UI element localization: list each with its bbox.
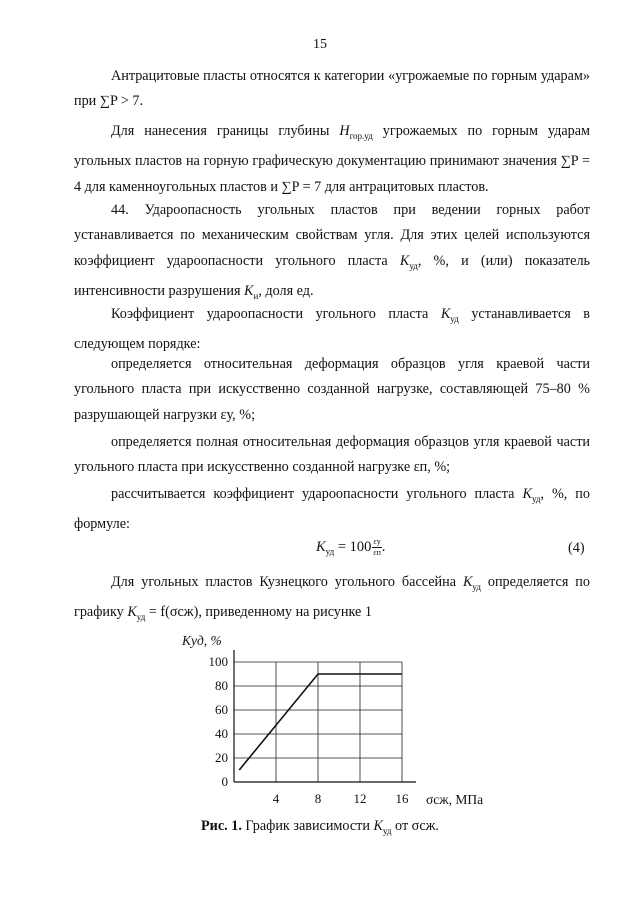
paragraph-calculation [74, 482, 590, 538]
p3-symbol-2: K [244, 283, 254, 300]
caption-text-a: График зависимости [241, 818, 374, 834]
paragraph-kuznetsk [74, 570, 590, 630]
paragraph-anthracite [74, 64, 590, 115]
p3-text-c: , доля ед. [258, 283, 314, 300]
p2-text-a: Для нанесения границы глубины [111, 123, 340, 139]
p1-text: Антрацитовые пласты относятся к категории «угрожаемые по горным ударам» при [74, 68, 590, 110]
page-number: 15 [313, 37, 327, 52]
y-tick-label: 0 [221, 774, 228, 789]
p2-text-b: угрожаемых по горным ударам угольных пластов на горную графическую документацию принимают значения ∑P = 4 для каменноугольных пластов и ∑P = 7 для антрацитовых пластов. [74, 123, 590, 195]
p3-text-a: 44. Удароопасность угольных пластов при ведении горных работ устанавливается по механическим свойствам угля. Для этих целей используются коэффициент удароопасности угольного пласта [74, 202, 590, 269]
series-line [239, 674, 402, 770]
x-tick-label: 16 [395, 791, 409, 806]
formula-denominator: εп [373, 548, 381, 557]
p3-symbol-1: K [399, 252, 410, 269]
y-tick-label: 20 [215, 750, 228, 765]
p7-text-a: рассчитывается коэффициент удароопасности угольного пласта [111, 486, 523, 502]
x-tick-label: 4 [272, 791, 280, 806]
p7-subscript: уд [531, 493, 541, 504]
formula-lhs-subscript: уд [325, 546, 335, 557]
paragraph-depth-boundary [74, 119, 590, 200]
p8-text-a: Для угольных пластов Кузнецкого угольного бассейна [111, 574, 463, 590]
p4-symbol: K [440, 306, 451, 322]
x-tick-label: 8 [314, 791, 322, 806]
paragraph-relative-deformation: определяется относительная деформация образцов угля краевой части угольного пласта при искусственно созданной нагрузке, составляющей 75–80 % разрушающей нагрузки εу, %; [74, 356, 590, 423]
p4-text-a: Коэффициент удароопасности угольного пласта [111, 306, 441, 322]
p1-formula: ∑P > 7. [99, 93, 144, 110]
p7-text-b: , %, по формуле: [74, 486, 590, 533]
x-tick-label: 12 [353, 791, 367, 806]
p4-subscript: уд [450, 313, 459, 324]
p8-subscript-1: уд [472, 581, 481, 592]
p3-subscript-1: уд [409, 260, 418, 271]
p2-subscript: гор.уд [349, 130, 373, 141]
y-tick-label: 60 [215, 702, 228, 717]
p3-text-b: , %, и (или) показатель интенсивности разрушения [74, 252, 590, 300]
formula-equals: = 100 [334, 538, 372, 555]
y-tick-label: 40 [215, 726, 228, 741]
p2-symbol: H [339, 123, 350, 139]
y-tick-label: 100 [208, 654, 228, 669]
p8-text-b: определяется по графику [74, 574, 590, 621]
p8-symbol-1: K [462, 574, 473, 590]
formula-numerator: εу [373, 537, 381, 546]
caption-symbol: K [373, 818, 383, 834]
figure-caption [0, 818, 640, 836]
x-axis-label: σсж, МПа [426, 792, 484, 807]
y-tick-label: 80 [215, 678, 228, 693]
formula-fraction [372, 537, 381, 558]
p8-subscript-2: уд [136, 612, 146, 623]
p8-text-c: = f(σсж), приведенному на рисунке 1 [145, 604, 372, 621]
caption-subscript: уд [382, 825, 392, 836]
p4-text-b: устанавливается в следующем порядке: [74, 306, 591, 353]
formula-number: (4) [568, 540, 585, 556]
caption-text-b: от σсж. [391, 818, 439, 834]
paragraph-full-deformation: определяется полная относительная деформация образцов угля краевой части угольного пласта при искусственно созданной нагрузке εп, %; [74, 434, 590, 476]
paragraph-44 [74, 198, 590, 309]
formula-lhs-symbol: K [316, 538, 326, 555]
p8-symbol-2: K [127, 604, 137, 621]
p7-symbol: K [522, 486, 532, 502]
paragraph-coefficient-order [74, 302, 590, 358]
p3-subscript-2: и [253, 290, 259, 301]
formula-4 [316, 537, 385, 558]
figure-1-chart [170, 626, 510, 816]
formula-period: . [381, 538, 386, 555]
y-axis-label: Kуд, % [182, 633, 222, 648]
caption-label: Рис. 1. [201, 818, 242, 834]
